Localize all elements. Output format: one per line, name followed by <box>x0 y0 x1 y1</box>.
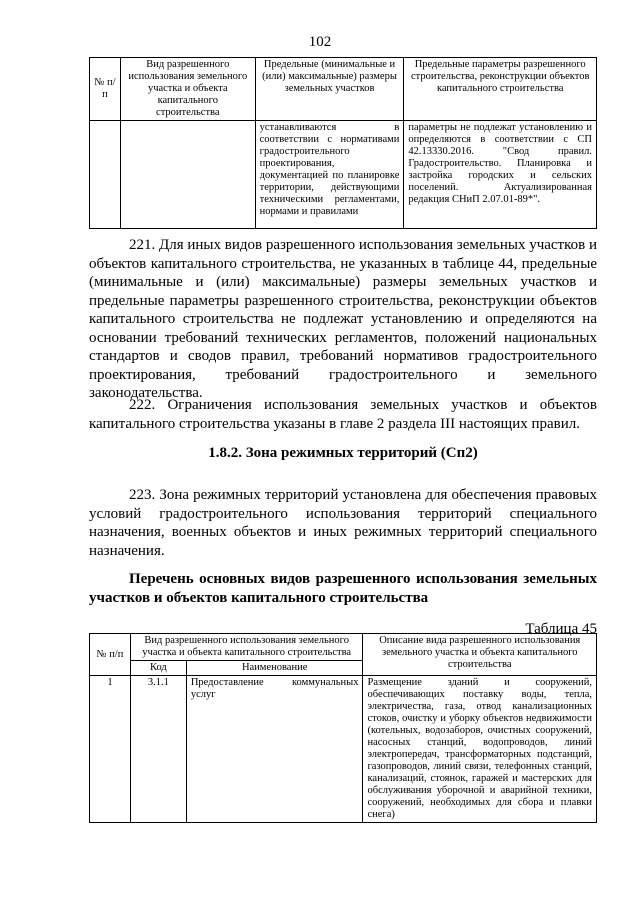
uses-cell-description <box>363 676 597 823</box>
list-title-line1: Перечень основных видов разрешенного использования земельных <box>129 571 597 587</box>
uses-header-use-group: Вид разрешенного использования земельного участка и объекта капитального строительства <box>130 634 363 661</box>
section-heading: 1.8.2. Зона режимных территорий (Сп2) <box>208 445 478 461</box>
limits-cell-params <box>404 121 597 229</box>
limits-cell-sizes <box>255 121 404 229</box>
uses-table <box>89 633 597 823</box>
table-label: Таблица 45 <box>525 621 597 637</box>
limits-header-sizes: Предельные (минимальные и (или) максимальные) размеры земельных участков <box>255 58 404 121</box>
uses-table-header-row <box>90 634 597 661</box>
limits-header-use: Вид разрешенного использования земельного участка и объекта капитального строительства <box>120 58 255 121</box>
uses-header-num: № п/п <box>90 634 131 676</box>
limits-cell-num <box>90 121 121 229</box>
limits-table <box>89 57 597 229</box>
limits-table-row <box>90 121 597 229</box>
limits-header-params: Предельные параметры разрешенного строительства, реконструкции объектов капитального строительства <box>404 58 597 121</box>
limits-sizes-text: устанавливаются в соответствии с нормативами градостроительного проектирования, документацией по планировке территории, действующими техническими регламентами, нормами и правилами <box>259 122 400 217</box>
uses-cell-name <box>186 676 363 823</box>
page-number: 102 <box>308 34 332 50</box>
list-title-line2: участков и объектов капитального строительства <box>89 589 429 606</box>
table-row <box>90 676 597 823</box>
uses-header-name: Наименование <box>186 661 363 676</box>
limits-params-text: параметры не подлежат установлению и определяются в соответствии с СП 42.13330.2016. "Свод правил. Градостроительство. Планировка и застройка городских и сельских поселений. Актуализированная редакция СНиП 2.07.01-89*". <box>408 122 592 205</box>
uses-cell-num: 1 <box>90 676 131 823</box>
limits-cell-use <box>120 121 255 229</box>
limits-header-num: № п/п <box>90 58 121 121</box>
uses-description-text: Размещение зданий и сооружений, обеспечивающих поставку воды, тепла, электричества, газа, отвод канализационных стоков, очистку и уборку объектов недвижимости (котельных, водозаборов, очистных сооружений, насосных станций, водопроводов, линий электропередач, трансформаторных подстанций, газопроводов, линий связи, телефонных станций, канализаций, стоянок, гаражей и мастерских для обслуживания уборочной и аварийной техники, сооружений, необходимых для сбора и плавки снега) <box>367 677 592 820</box>
paragraph-223: 223. Зона режимных территорий установлена для обеспечения правовых условий градостроительного использования территорий специального назначения, военных объектов и иных режимных территорий специального назначения. <box>89 487 597 559</box>
uses-cell-code: 3.1.1 <box>130 676 186 823</box>
uses-header-code: Код <box>130 661 186 676</box>
list-title <box>89 570 597 607</box>
limits-table-header-row <box>90 58 597 121</box>
uses-name-text: Предоставление коммунальных услуг <box>190 677 359 700</box>
paragraph-222: 222. Ограничения использования земельных участков и объектов капитального строительства указаны в главе 2 раздела III настоящих правил. <box>89 397 597 432</box>
paragraph-221: 221. Для иных видов разрешенного использования земельных участков и объектов капитального строительства, не указанных в таблице 44, предельные (минимальные и (или) максимальные) размеры земельных участков и предельные параметры разрешенного строительства, реконструкции объектов капитального строительства не подлежат установлению и определяются на основании требований технических регламентов, положений национальных стандартов и сводов правил, требований нормативов градостроительного проектирования, требований градостроительного и земельного законодательства. <box>89 237 597 401</box>
uses-header-description: Описание вида разрешенного использования земельного участка и объекта капитального строительства <box>363 634 597 676</box>
